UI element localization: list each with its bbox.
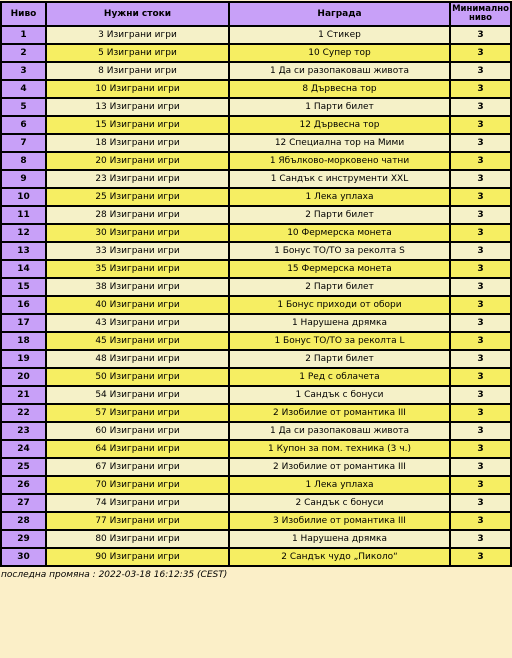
reward-cell: 1 Да си разопаковаш живота (229, 62, 450, 80)
level-cell: 27 (1, 494, 46, 512)
table-body (1, 26, 511, 566)
reward-cell: 2 Изобилие от романтика III (229, 458, 450, 476)
level-cell: 10 (1, 188, 46, 206)
level-cell: 4 (1, 80, 46, 98)
reward-cell: 15 Фермерска монета (229, 260, 450, 278)
needed-goods-cell: 33 Изиграни игри (46, 242, 229, 260)
table-row (1, 260, 511, 278)
reward-cell: 1 Нарушена дрямка (229, 314, 450, 332)
needed-goods-cell: 15 Изиграни игри (46, 116, 229, 134)
level-cell: 16 (1, 296, 46, 314)
level-cell: 13 (1, 242, 46, 260)
level-cell: 18 (1, 332, 46, 350)
needed-goods-cell: 5 Изиграни игри (46, 44, 229, 62)
reward-cell: 2 Сандък чудо „Пиколо“ (229, 548, 450, 566)
level-cell: 24 (1, 440, 46, 458)
min-level-cell: 3 (450, 206, 511, 224)
min-level-cell: 3 (450, 494, 511, 512)
min-level-cell: 3 (450, 476, 511, 494)
needed-goods-cell: 67 Изиграни игри (46, 458, 229, 476)
needed-goods-cell: 60 Изиграни игри (46, 422, 229, 440)
needed-goods-cell: 77 Изиграни игри (46, 512, 229, 530)
min-level-cell: 3 (450, 404, 511, 422)
reward-cell: 1 Лека уплаха (229, 476, 450, 494)
level-cell: 3 (1, 62, 46, 80)
level-cell: 15 (1, 278, 46, 296)
level-cell: 7 (1, 134, 46, 152)
needed-goods-cell: 13 Изиграни игри (46, 98, 229, 116)
table-row (1, 476, 511, 494)
needed-goods-cell: 45 Изиграни игри (46, 332, 229, 350)
rewards-table (0, 1, 512, 567)
table-row (1, 80, 511, 98)
needed-goods-cell: 38 Изиграни игри (46, 278, 229, 296)
table-row (1, 278, 511, 296)
min-level-cell: 3 (450, 44, 511, 62)
needed-goods-cell: 57 Изиграни игри (46, 404, 229, 422)
min-level-cell: 3 (450, 548, 511, 566)
level-cell: 2 (1, 44, 46, 62)
level-cell: 1 (1, 26, 46, 44)
needed-goods-cell: 3 Изиграни игри (46, 26, 229, 44)
needed-goods-cell: 18 Изиграни игри (46, 134, 229, 152)
level-cell: 11 (1, 206, 46, 224)
table-row (1, 440, 511, 458)
table-row (1, 404, 511, 422)
min-level-cell: 3 (450, 386, 511, 404)
table-row (1, 332, 511, 350)
table-row (1, 494, 511, 512)
table-row (1, 548, 511, 566)
header-min-level: Минимално ниво (450, 2, 511, 26)
reward-cell: 12 Дървесна тор (229, 116, 450, 134)
reward-cell: 3 Изобилие от романтика III (229, 512, 450, 530)
needed-goods-cell: 43 Изиграни игри (46, 314, 229, 332)
reward-cell: 8 Дървесна тор (229, 80, 450, 98)
min-level-cell: 3 (450, 170, 511, 188)
reward-cell: 2 Парти билет (229, 206, 450, 224)
reward-cell: 1 Нарушена дрямка (229, 530, 450, 548)
min-level-cell: 3 (450, 458, 511, 476)
min-level-cell: 3 (450, 512, 511, 530)
table-header-row (1, 2, 511, 26)
table-row (1, 512, 511, 530)
level-cell: 6 (1, 116, 46, 134)
table-row (1, 224, 511, 242)
reward-cell: 1 Лека уплаха (229, 188, 450, 206)
table-row (1, 296, 511, 314)
min-level-cell: 3 (450, 62, 511, 80)
table-row (1, 530, 511, 548)
table-row (1, 386, 511, 404)
table-row (1, 188, 511, 206)
table-row (1, 62, 511, 80)
level-cell: 19 (1, 350, 46, 368)
needed-goods-cell: 40 Изиграни игри (46, 296, 229, 314)
needed-goods-cell: 28 Изиграни игри (46, 206, 229, 224)
reward-cell: 1 Бонус ТО/ТО за реколта S (229, 242, 450, 260)
table-row (1, 26, 511, 44)
needed-goods-cell: 74 Изиграни игри (46, 494, 229, 512)
needed-goods-cell: 25 Изиграни игри (46, 188, 229, 206)
level-cell: 8 (1, 152, 46, 170)
min-level-cell: 3 (450, 260, 511, 278)
table-row (1, 44, 511, 62)
level-cell: 21 (1, 386, 46, 404)
min-level-cell: 3 (450, 152, 511, 170)
table-row (1, 350, 511, 368)
needed-goods-cell: 30 Изиграни игри (46, 224, 229, 242)
min-level-cell: 3 (450, 98, 511, 116)
needed-goods-cell: 90 Изиграни игри (46, 548, 229, 566)
reward-cell: 1 Ред с облачета (229, 368, 450, 386)
level-cell: 25 (1, 458, 46, 476)
level-cell: 22 (1, 404, 46, 422)
reward-cell: 1 Сандък с инструменти XXL (229, 170, 450, 188)
reward-cell: 1 Стикер (229, 26, 450, 44)
table-row (1, 314, 511, 332)
reward-cell: 1 Парти билет (229, 98, 450, 116)
level-cell: 12 (1, 224, 46, 242)
min-level-cell: 3 (450, 278, 511, 296)
level-cell: 28 (1, 512, 46, 530)
needed-goods-cell: 23 Изиграни игри (46, 170, 229, 188)
level-cell: 14 (1, 260, 46, 278)
needed-goods-cell: 80 Изиграни игри (46, 530, 229, 548)
needed-goods-cell: 8 Изиграни игри (46, 62, 229, 80)
table-row (1, 98, 511, 116)
reward-cell: 10 Супер тор (229, 44, 450, 62)
min-level-cell: 3 (450, 440, 511, 458)
min-level-cell: 3 (450, 116, 511, 134)
table-row (1, 368, 511, 386)
level-cell: 30 (1, 548, 46, 566)
reward-cell: 1 Сандък с бонуси (229, 386, 450, 404)
table-row (1, 152, 511, 170)
reward-cell: 1 Купон за пом. техника (3 ч.) (229, 440, 450, 458)
header-needed-goods: Нужни стоки (46, 2, 229, 26)
needed-goods-cell: 64 Изиграни игри (46, 440, 229, 458)
reward-cell: 1 Да си разопаковаш живота (229, 422, 450, 440)
min-level-cell: 3 (450, 224, 511, 242)
level-cell: 20 (1, 368, 46, 386)
reward-cell: 2 Парти билет (229, 350, 450, 368)
min-level-cell: 3 (450, 368, 511, 386)
reward-cell: 2 Парти билет (229, 278, 450, 296)
table-row (1, 422, 511, 440)
reward-cell: 1 Ябълково-морковено чатни (229, 152, 450, 170)
min-level-cell: 3 (450, 530, 511, 548)
min-level-cell: 3 (450, 332, 511, 350)
needed-goods-cell: 54 Изиграни игри (46, 386, 229, 404)
needed-goods-cell: 20 Изиграни игри (46, 152, 229, 170)
header-level: Ниво (1, 2, 46, 26)
reward-cell: 12 Специална тор на Мими (229, 134, 450, 152)
level-cell: 26 (1, 476, 46, 494)
min-level-cell: 3 (450, 350, 511, 368)
min-level-cell: 3 (450, 422, 511, 440)
table-row (1, 242, 511, 260)
min-level-cell: 3 (450, 296, 511, 314)
level-cell: 17 (1, 314, 46, 332)
needed-goods-cell: 10 Изиграни игри (46, 80, 229, 98)
table-row (1, 206, 511, 224)
needed-goods-cell: 70 Изиграни игри (46, 476, 229, 494)
reward-cell: 2 Изобилие от романтика III (229, 404, 450, 422)
reward-cell: 1 Бонус приходи от обори (229, 296, 450, 314)
min-level-cell: 3 (450, 242, 511, 260)
table-row (1, 134, 511, 152)
min-level-cell: 3 (450, 26, 511, 44)
table-row (1, 170, 511, 188)
level-cell: 29 (1, 530, 46, 548)
reward-cell: 10 Фермерска монета (229, 224, 450, 242)
min-level-cell: 3 (450, 80, 511, 98)
needed-goods-cell: 50 Изиграни игри (46, 368, 229, 386)
last-modified-footer: последна промяна : 2022-03-18 16:12:35 (CEST) (1, 570, 228, 580)
table-row (1, 116, 511, 134)
needed-goods-cell: 35 Изиграни игри (46, 260, 229, 278)
min-level-cell: 3 (450, 314, 511, 332)
header-reward: Награда (229, 2, 450, 26)
needed-goods-cell: 48 Изиграни игри (46, 350, 229, 368)
min-level-cell: 3 (450, 134, 511, 152)
level-cell: 5 (1, 98, 46, 116)
min-level-cell: 3 (450, 188, 511, 206)
table-row (1, 458, 511, 476)
reward-cell: 1 Бонус ТО/ТО за реколта L (229, 332, 450, 350)
level-cell: 23 (1, 422, 46, 440)
reward-cell: 2 Сандък с бонуси (229, 494, 450, 512)
level-cell: 9 (1, 170, 46, 188)
